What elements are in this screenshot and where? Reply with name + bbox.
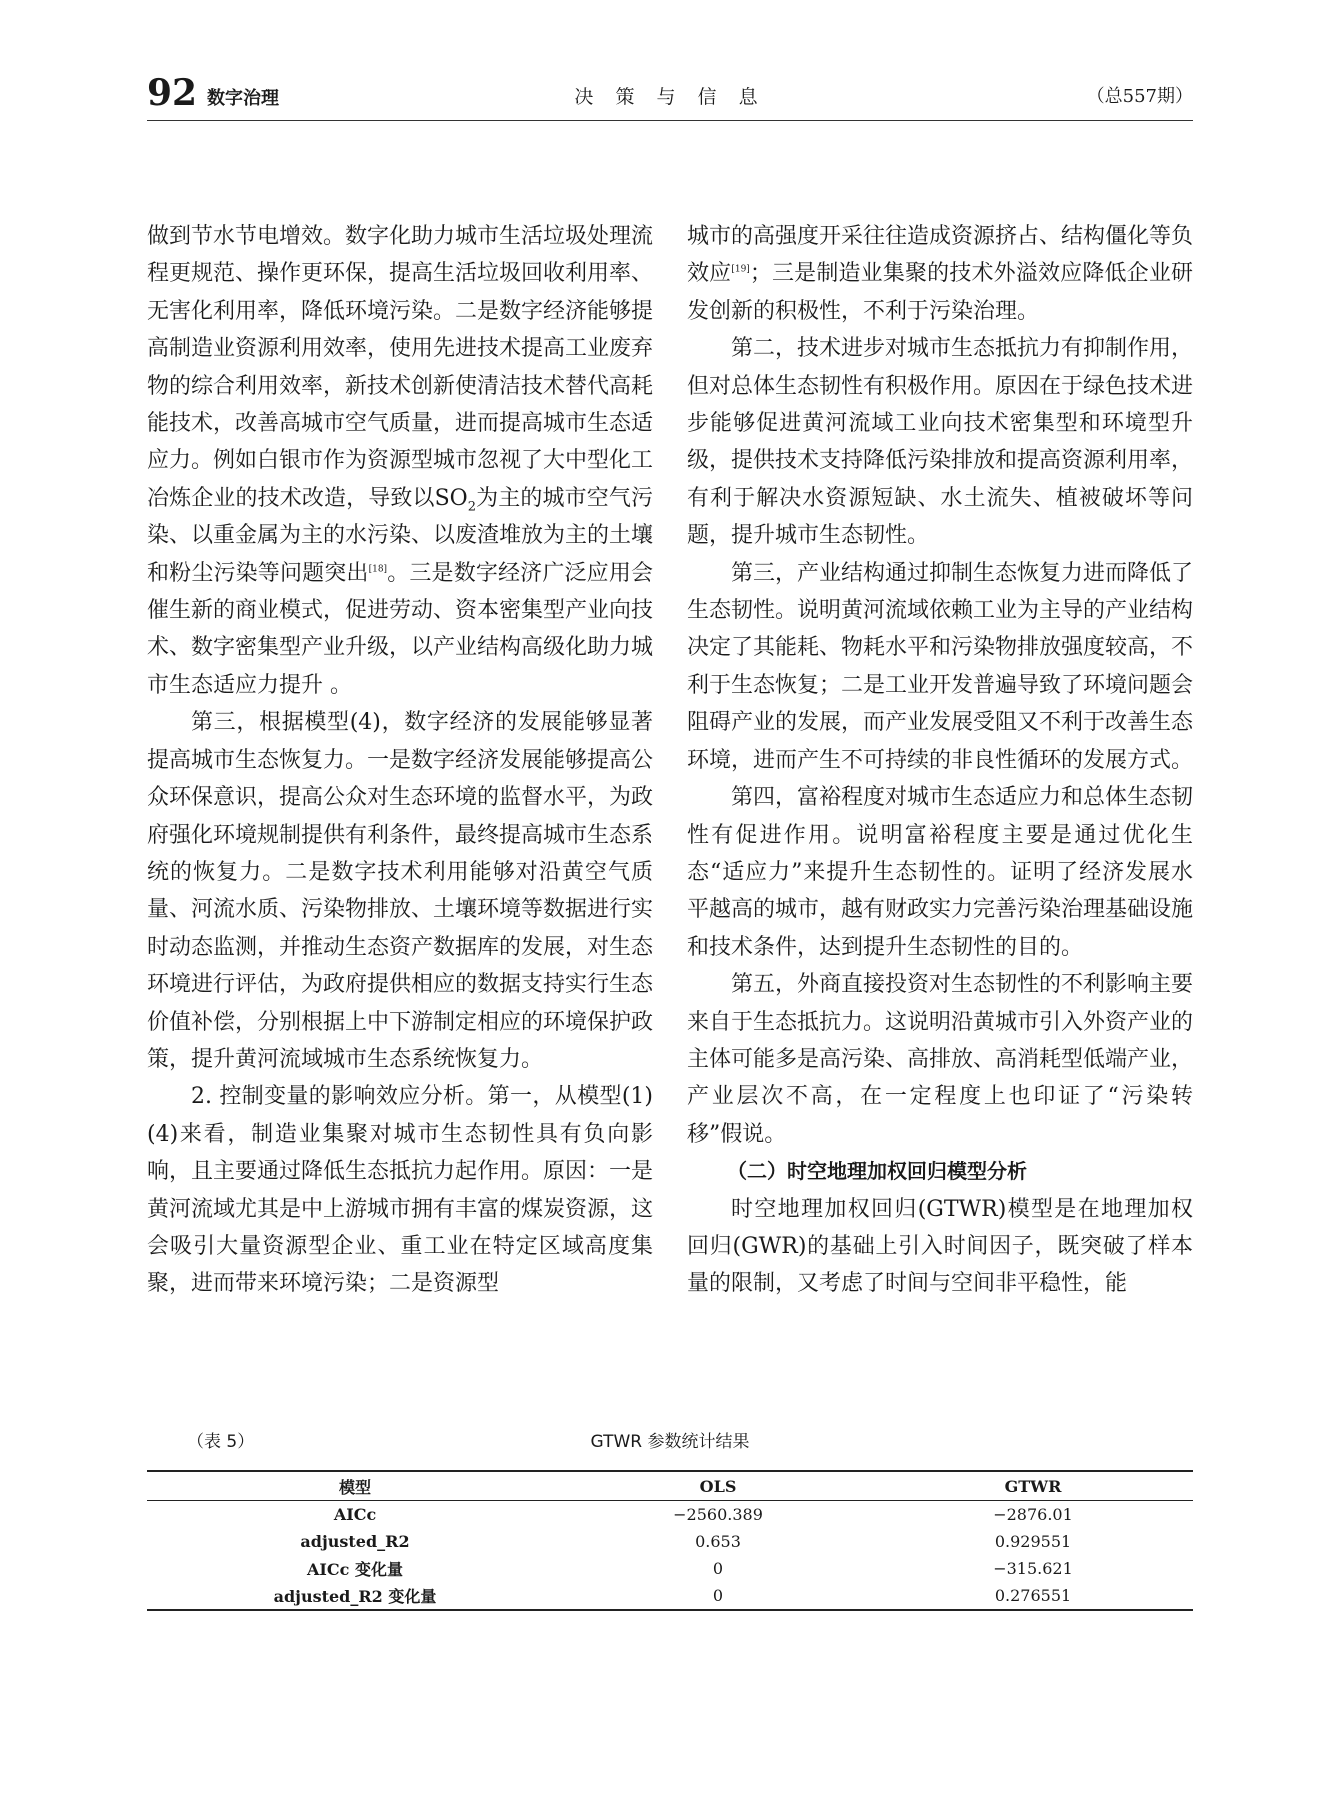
paragraph: 城市的高强度开采往往造成资源挤占、结构僵化等负效应[19]；三是制造业集聚的技术外溢效应降低企业研发创新的积极性，不利于污染治理。 <box>687 224 1194 324</box>
column-header: 模型 <box>147 1471 563 1501</box>
table-cell: −2876.01 <box>993 1505 1073 1524</box>
section-title: 数字治理 <box>207 88 279 109</box>
row-label: adjusted_R2 变化量 <box>147 1582 563 1610</box>
table-cell: −2560.389 <box>673 1505 763 1524</box>
paragraph: 第三，根据模型(4)，数字经济的发展能够显著提高城市生态恢复力。一是数字经济发展能够提高公众环保意识，提高公众对生态环境的监督水平，为政府强化环境规制提供有利条件，最终提高城市生态系统的恢复力。二是数字技术利用能够对沿黄空气质量、河流水质、污染物排放、土壤环境等数据进行实时动态监测，并推动生态资产数据库的发展，对生态环境进行评估，为政府提供相应的数据支持实行生态价值补偿，分别根据上中下游制定相应的环境保护政策，提升黄河流域城市生态系统恢复力。 <box>147 710 654 1072</box>
column-header: OLS <box>563 1471 873 1501</box>
citation: [19] <box>731 265 750 276</box>
issue-number: （总557期） <box>1086 86 1193 107</box>
column-header: GTWR <box>873 1471 1193 1501</box>
paragraph: 第五，外商直接投资对生态韧性的不利影响主要来自于生态抵抗力。这说明沿黄城市引入外资产业的主体可能多是高污染、高排放、高消耗型低端产业，产业层次不高，在一定程度上也印证了“污染转移”假说。 <box>687 972 1194 1147</box>
page-number: 92 <box>147 72 198 114</box>
right-column <box>687 218 1193 1303</box>
table-header-row <box>147 1471 1193 1501</box>
table-row <box>147 1555 1193 1582</box>
citation: [18] <box>368 564 388 575</box>
paragraph: 第四，富裕程度对城市生态适应力和总体生态韧性有促进作用。说明富裕程度主要是通过优化生态“适应力”来提升生态韧性的。证明了经济发展水平越高的城市，越有财政实力完善污染治理基础设施和技术条件，达到提升生态韧性的目的。 <box>687 785 1194 960</box>
paragraph: 第二，技术进步对城市生态抵抗力有抑制作用，但对总体生态韧性有积极作用。原因在于绿色技术进步能够促进黄河流域工业向技术密集型和环境型升级，提供技术支持降低污染排放和提高资源利用率，有利于解决水资源短缺、水土流失、植被破坏等问题，提升城市生态韧性。 <box>687 336 1194 549</box>
table-cell: 0.929551 <box>994 1532 1072 1551</box>
table-cell: 0 <box>712 1559 724 1578</box>
table-row <box>147 1528 1193 1555</box>
paragraph: 2. 控制变量的影响效应分析。第一，从模型(1)(4)来看，制造业集聚对城市生态韧性具有负向影响，且主要通过降低生态抵抗力起作用。原因：一是黄河流域尤其是中上游城市拥有丰富的煤炭资源，这会吸引大量资源型企业、重工业在特定区域高度集聚，进而带来环境污染；二是资源型 <box>147 1084 654 1297</box>
page-header <box>147 68 1193 121</box>
row-label: AICc 变化量 <box>307 1560 403 1579</box>
section-heading: （二）时空地理加权回归模型分析 <box>727 1159 1027 1184</box>
paragraph: 第三，产业结构通过抑制生态恢复力进而降低了生态韧性。说明黄河流域依赖工业为主导的产业结构决定了其能耗、物耗水平和污染物排放强度较高，不利于生态恢复；二是工业开发普遍导致了环境问题会阻碍产业的发展，而产业发展受阻又不利于改善生态环境，进而产生不可持续的非良性循环的发展方式。 <box>687 560 1194 773</box>
row-label: AICc <box>333 1505 377 1524</box>
journal-title: 决 策 与 信 息 <box>574 86 766 108</box>
table-cell: −315.621 <box>993 1559 1073 1578</box>
table-cell: 0 <box>563 1582 873 1610</box>
table-cell: 0.276551 <box>873 1582 1193 1610</box>
paragraph: 做到节水节电增效。数字化助力城市生活垃圾处理流程更规范、操作更环保，提高生活垃圾回收利用率、无害化利用率，降低环境污染。二是数字经济能够提高制造业资源利用效率，使用先进技术提高工业废弃物的综合利用效率，新技术创新使清洁技术替代高耗能技术，改善高城市空气质量，进而提高城市生态适应力。例如白银市作为资源型城市忽视了大中型化工冶炼企业的技术改造，导致以$SO_2$为主的城市空气污染、以重金属为主的水污染、以废渣堆放为主的土壤和粉尘污染等问题突出[18]。三是数字经济广泛应用会催生新的商业模式，促进劳动、资本密集型产业向技术、数字密集型产业升级，以产业结构高级化助力城市生态适应力提升 。 <box>147 224 654 698</box>
table-title: GTWR 参数统计结果 <box>590 1432 750 1452</box>
table-row <box>147 1582 1193 1610</box>
left-column <box>147 218 653 1303</box>
table-number: （表 5） <box>187 1432 255 1452</box>
table-caption <box>147 1427 1193 1457</box>
paragraph: 时空地理加权回归(GTWR)模型是在地理加权回归(GWR)的基础上引入时间因子，既突破了样本量的限制，又考虑了时间与空间非平稳性，能 <box>687 1196 1193 1297</box>
table-row <box>147 1501 1193 1529</box>
row-label: adjusted_R2 <box>300 1532 410 1551</box>
table-cell: 0.653 <box>695 1532 741 1551</box>
results-table <box>147 1470 1193 1611</box>
